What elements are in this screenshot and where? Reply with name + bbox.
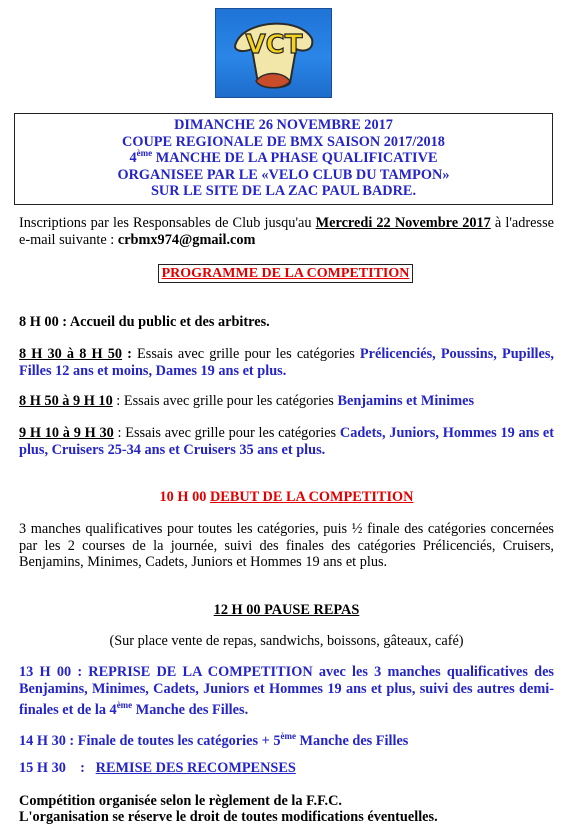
round-suffix: ème xyxy=(136,148,153,159)
inscriptions-paragraph xyxy=(19,215,554,248)
event-date: DIMANCHE 26 NOVEMBRE 2017 xyxy=(174,117,393,133)
manches-paragraph: 3 manches qualificatives pour toutes les catégories, puis ½ finale des catégories concernées par les 2 courses de la journée, suivi des finales des catégories Prélicenciés, Cruisers, Benjamins, Minimes, Cadets, Juniors et Hommes 19 ans et plus. xyxy=(19,521,554,570)
remise-label: REMISE DES RECOMPENSES xyxy=(95,760,296,776)
essais-3-time: 9 H 10 à 9 H 30 xyxy=(19,425,114,441)
finale-line xyxy=(19,728,554,749)
reprise-text: 13 H 00 : REPRISE DE LA COMPETITION avec les 3 manches qualificatives des Benjamins, Minimes, Cadets, Juniors et Hommes 19 ans et plus, suivi des autres demi-finales et de la 4 xyxy=(19,664,554,718)
finale-suffix: ème xyxy=(280,731,296,741)
reprise-paragraph xyxy=(19,664,554,718)
schedule-essais-3 xyxy=(19,425,554,458)
programme-title: PROGRAMME DE LA COMPETITION xyxy=(161,266,410,281)
footer-reglement: Compétition organisée selon le règlement de la F.F.C. xyxy=(19,793,342,809)
inscriptions-lead: Inscriptions par les Responsables de Club jusqu'au xyxy=(19,215,316,231)
event-title: COUPE REGIONALE DE BMX SAISON 2017/2018 xyxy=(122,133,445,150)
debut-label: DEBUT DE LA COMPETITION xyxy=(209,489,414,505)
essais-2-text: : Essais avec grille pour les catégories xyxy=(112,393,338,409)
pause-note: (Sur place vente de repas, sandwichs, boissons, gâteaux, café) xyxy=(109,633,464,649)
logo-graphic xyxy=(216,9,331,97)
essais-1-colon: : xyxy=(122,346,132,362)
round-number: 4 xyxy=(129,150,137,167)
schedule-essais-1 xyxy=(19,346,554,379)
essais-1-time: 8 H 30 à 8 H 50 xyxy=(19,346,123,362)
debut-time: 10 H 00 xyxy=(159,489,210,505)
event-round xyxy=(15,150,552,167)
remise-time: 15 H 30 : xyxy=(19,760,96,776)
round-text: MANCHE DE LA PHASE QUALIFICATIVE xyxy=(152,150,438,167)
remise-line xyxy=(19,760,554,777)
reprise-suffix: ème xyxy=(116,700,133,710)
schedule-accueil: 8 H 00 : Accueil du public et des arbitres. xyxy=(19,314,270,330)
pause-title: 12 H 00 PAUSE REPAS xyxy=(213,602,360,618)
inscriptions-deadline: Mercredi 22 Novembre 2017 xyxy=(315,215,491,231)
essais-1-text: Essais avec grille pour les catégories xyxy=(131,346,360,362)
finale-text: 14 H 30 : Finale de toutes les catégories + 5 xyxy=(19,732,281,749)
programme-title-box xyxy=(158,264,413,283)
logo-text: VCT xyxy=(245,30,303,60)
essais-3-text: : Essais avec grille pour les catégories xyxy=(113,425,340,441)
reprise-end: Manche des Filles. xyxy=(132,701,249,718)
essais-2-time: 8 H 50 à 9 H 10 xyxy=(19,393,113,409)
essais-3-categories: Cadets, Juniors, Hommes 19 ans et plus, Cruisers 25-34 ans et Cruisers 35 ans et plus. xyxy=(19,425,555,458)
event-location: SUR LE SITE DE LA ZAC PAUL BADRE. xyxy=(150,183,417,200)
event-organizer: ORGANISEE PAR LE «VELO CLUB DU TAMPON» xyxy=(117,166,450,183)
club-logo xyxy=(215,8,332,98)
finale-end: Manche des Filles xyxy=(295,732,409,749)
essais-1-categories: Prélicenciés, Poussins, Pupilles, Filles 12 ans et moins, Dames 19 ans et plus. xyxy=(19,346,555,379)
footer-modifications: L'organisation se réserve le droit de toutes modifications éventuelles. xyxy=(19,809,438,825)
event-header-box xyxy=(14,113,553,205)
debut-line xyxy=(19,489,554,506)
inscriptions-mid: à l'adresse e-mail suivante : xyxy=(19,215,554,248)
inscriptions-email: crbmx974@gmail.com xyxy=(117,231,256,248)
schedule-essais-2 xyxy=(19,393,554,410)
essais-2-categories: Benjamins et Minimes xyxy=(337,393,475,409)
